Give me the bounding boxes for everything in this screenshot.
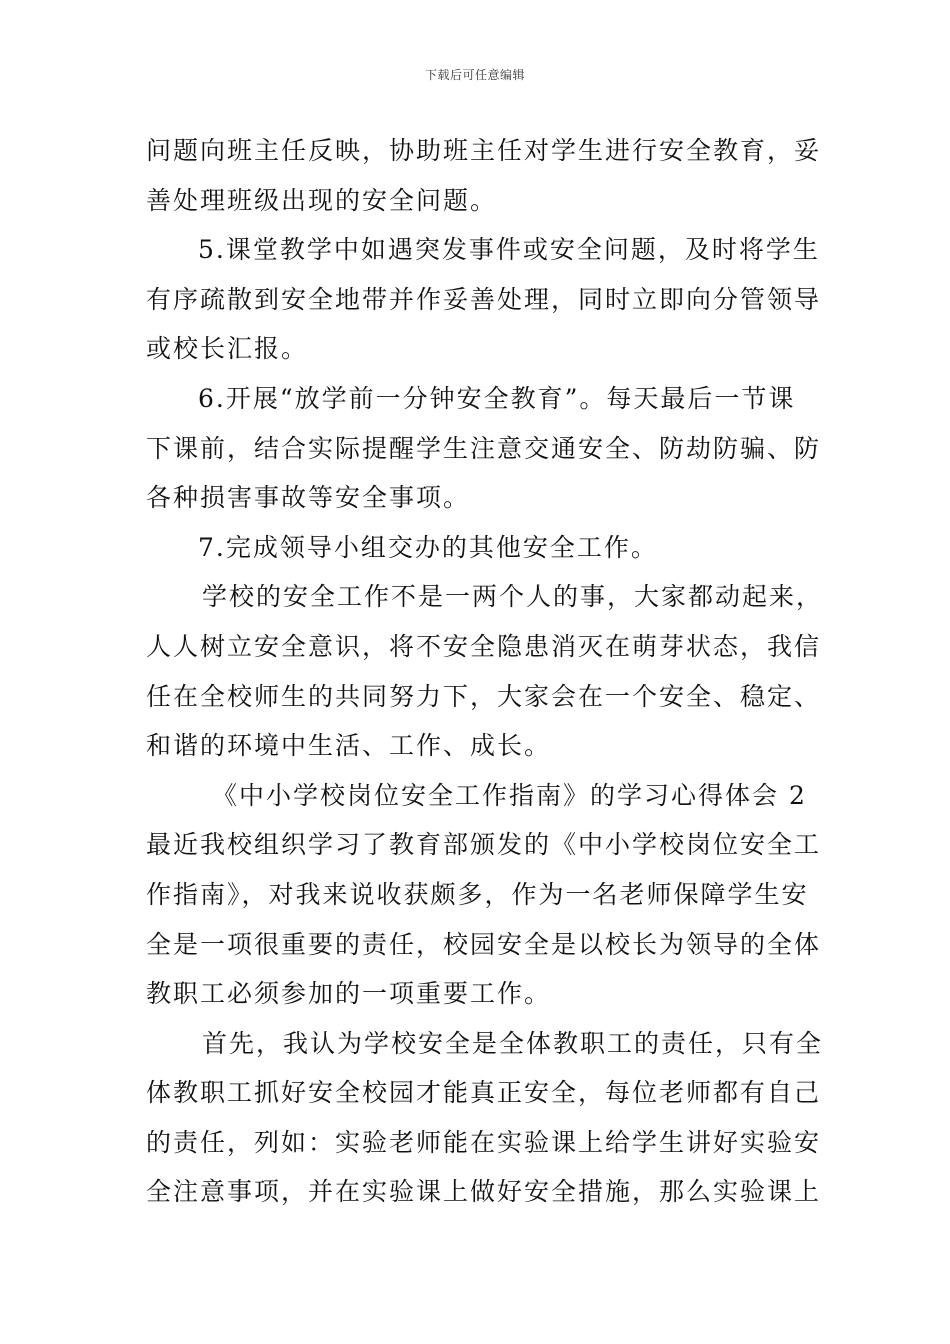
text-line: 体教职工抓好安全校园才能真正安全，每位老师都有自己 <box>146 1078 822 1108</box>
text-line: 作指南》，对我来说收获颇多，作为一名老师保障学生安 <box>146 879 809 909</box>
page-header: 下载后可任意编辑 <box>424 68 525 82</box>
text-line: 5.课堂教学中如遇突发事件或安全问题，及时将学生 <box>198 235 820 265</box>
text-line: 各种损害事故等安全事项。 <box>146 483 471 513</box>
text-line: 全是一项很重要的责任，校园安全是以校长为领导的全体 <box>146 929 822 959</box>
section-title-line: 《中小学校岗位安全工作指南》的学习心得体会 2 <box>212 780 807 810</box>
text-line: 问题向班主任反映，协助班主任对学生进行安全教育，妥 <box>146 136 822 165</box>
document-body <box>146 126 824 1217</box>
text-line: 善处理班级出现的安全问题。 <box>146 185 498 215</box>
text-line: 6.开展“放学前一分钟安全教育”。每天最后一节课 <box>198 383 796 413</box>
text-line: 教职工必须参加的一项重要工作。 <box>146 979 552 1009</box>
text-line: 有序疏散到安全地带并作妥善处理，同时立即向分管领导 <box>146 284 822 314</box>
text-line: 人人树立安全意识，将不安全隐患消灭在萌芽状态，我信 <box>146 631 822 661</box>
text-line: 或校长汇报。 <box>146 334 309 364</box>
text-line: 下课前，结合实际提醒学生注意交通安全、防劫防骗、防 <box>146 433 822 463</box>
text-line: 学校的安全工作不是一两个人的事，大家都动起来， <box>202 582 824 612</box>
text-line: 和谐的环境中生活、工作、成长。 <box>146 731 552 761</box>
text-line: 任在全校师生的共同努力下，大家会在一个安全、稳定、 <box>146 681 822 711</box>
text-line: 最近我校组织学习了教育部颁发的《中小学校岗位安全工 <box>146 830 822 860</box>
text-line: 首先，我认为学校安全是全体教职工的责任，只有全 <box>202 1028 824 1058</box>
text-line: 的责任，列如：实验老师能在实验课上给学生讲好实验安 <box>146 1127 822 1157</box>
text-line: 7.完成领导小组交办的其他安全工作。 <box>198 532 658 562</box>
text-line: 全注意事项，并在实验课上做好安全措施，那么实验课上 <box>146 1177 822 1207</box>
